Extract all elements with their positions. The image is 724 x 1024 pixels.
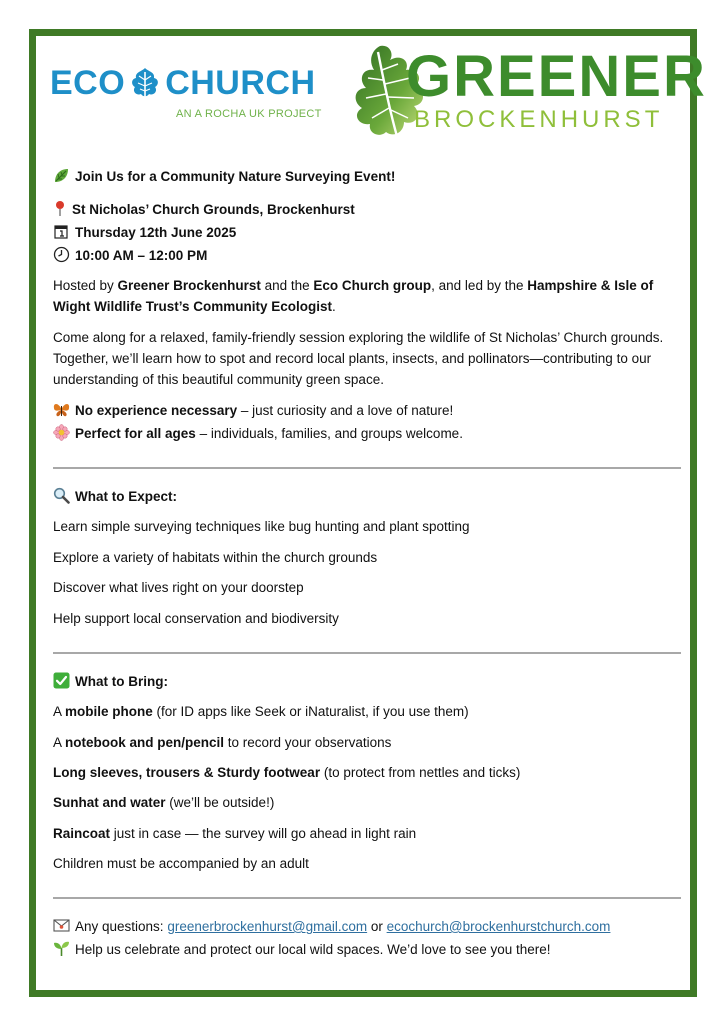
eco-church-logo bbox=[50, 64, 325, 134]
eco-logo-subtitle: AN A ROCHA UK PROJECT bbox=[176, 108, 322, 120]
greener-logo-title: GREENER bbox=[406, 44, 707, 109]
bring-item: A mobile phone (for ID apps like Seek or iNaturalist, if you use them) bbox=[53, 704, 469, 719]
clock-icon bbox=[53, 246, 70, 263]
eco-logo-word-church: CHURCH bbox=[165, 64, 316, 102]
highlight-no-experience: No experience necessary – just curiosity and a love of nature! bbox=[53, 400, 453, 421]
section-divider bbox=[53, 897, 681, 899]
envelope-icon bbox=[53, 917, 70, 934]
calendar-icon bbox=[53, 223, 70, 240]
butterfly-icon bbox=[53, 401, 70, 418]
greener-logo-subtitle: BROCKENHURST bbox=[414, 106, 664, 133]
bring-heading: What to Bring: bbox=[53, 671, 168, 692]
questions-line: Any questions: greenerbrockenhurst@gmail.com or ecochurch@brockenhurstchurch.com bbox=[53, 916, 610, 937]
expect-item: Discover what lives right on your doorstep bbox=[53, 580, 304, 595]
email-link-greener[interactable]: greenerbrockenhurst@gmail.com bbox=[167, 919, 368, 934]
oak-leaf-icon bbox=[128, 66, 162, 100]
event-time: 10:00 AM – 12:00 PM bbox=[53, 245, 207, 266]
section-divider bbox=[53, 652, 681, 654]
expect-item: Learn simple surveying techniques like bug hunting and plant spotting bbox=[53, 519, 470, 534]
expect-heading: What to Expect: bbox=[53, 486, 177, 507]
highlight-all-ages: Perfect for all ages – individuals, families, and groups welcome. bbox=[53, 423, 463, 444]
greener-brockenhurst-logo bbox=[350, 42, 707, 142]
event-date: Thursday 12th June 2025 bbox=[53, 222, 236, 243]
event-location: St Nicholas’ Church Grounds, Brockenhurst bbox=[53, 199, 355, 220]
expect-item: Explore a variety of habitats within the church grounds bbox=[53, 550, 378, 565]
section-divider bbox=[53, 467, 681, 469]
leaf-icon bbox=[53, 167, 70, 184]
closing-line: Help us celebrate and protect our local wild spaces. We’d love to see you there! bbox=[53, 939, 551, 960]
event-heading: Join Us for a Community Nature Surveying Event! bbox=[53, 166, 395, 187]
intro-paragraph: Come along for a relaxed, family-friendly session exploring the wildlife of St Nicholas’ Church grounds. Together, we’ll learn how to spot and record local plants, insects, and pollinators—contributing to our understanding of this beautiful community green space. bbox=[53, 330, 664, 387]
checkmark-icon bbox=[53, 672, 70, 689]
email-link-ecochurch[interactable]: ecochurch@brockenhurstchurch.com bbox=[386, 919, 611, 934]
bring-item: A notebook and pen/pencil to record your observations bbox=[53, 735, 392, 750]
hosted-by-paragraph: Hosted by Greener Brockenhurst and the Eco Church group, and led by the Hampshire & Isle of Wight Wildlife Trust’s Community Ecologist. bbox=[53, 278, 654, 314]
logo-banner bbox=[50, 42, 707, 142]
eco-logo-word-eco: ECO bbox=[50, 64, 126, 102]
magnifier-icon bbox=[53, 487, 70, 504]
bring-item: Raincoat just in case — the survey will go ahead in light rain bbox=[53, 826, 417, 841]
seedling-icon bbox=[53, 940, 70, 957]
pin-icon bbox=[53, 200, 70, 217]
bring-item: Children must be accompanied by an adult bbox=[53, 856, 309, 871]
bring-item: Long sleeves, trousers & Sturdy footwear (to protect from nettles and ticks) bbox=[53, 765, 521, 780]
bring-item: Sunhat and water (we’ll be outside!) bbox=[53, 795, 275, 810]
flower-icon bbox=[53, 424, 70, 441]
expect-item: Help support local conservation and biodiversity bbox=[53, 611, 339, 626]
